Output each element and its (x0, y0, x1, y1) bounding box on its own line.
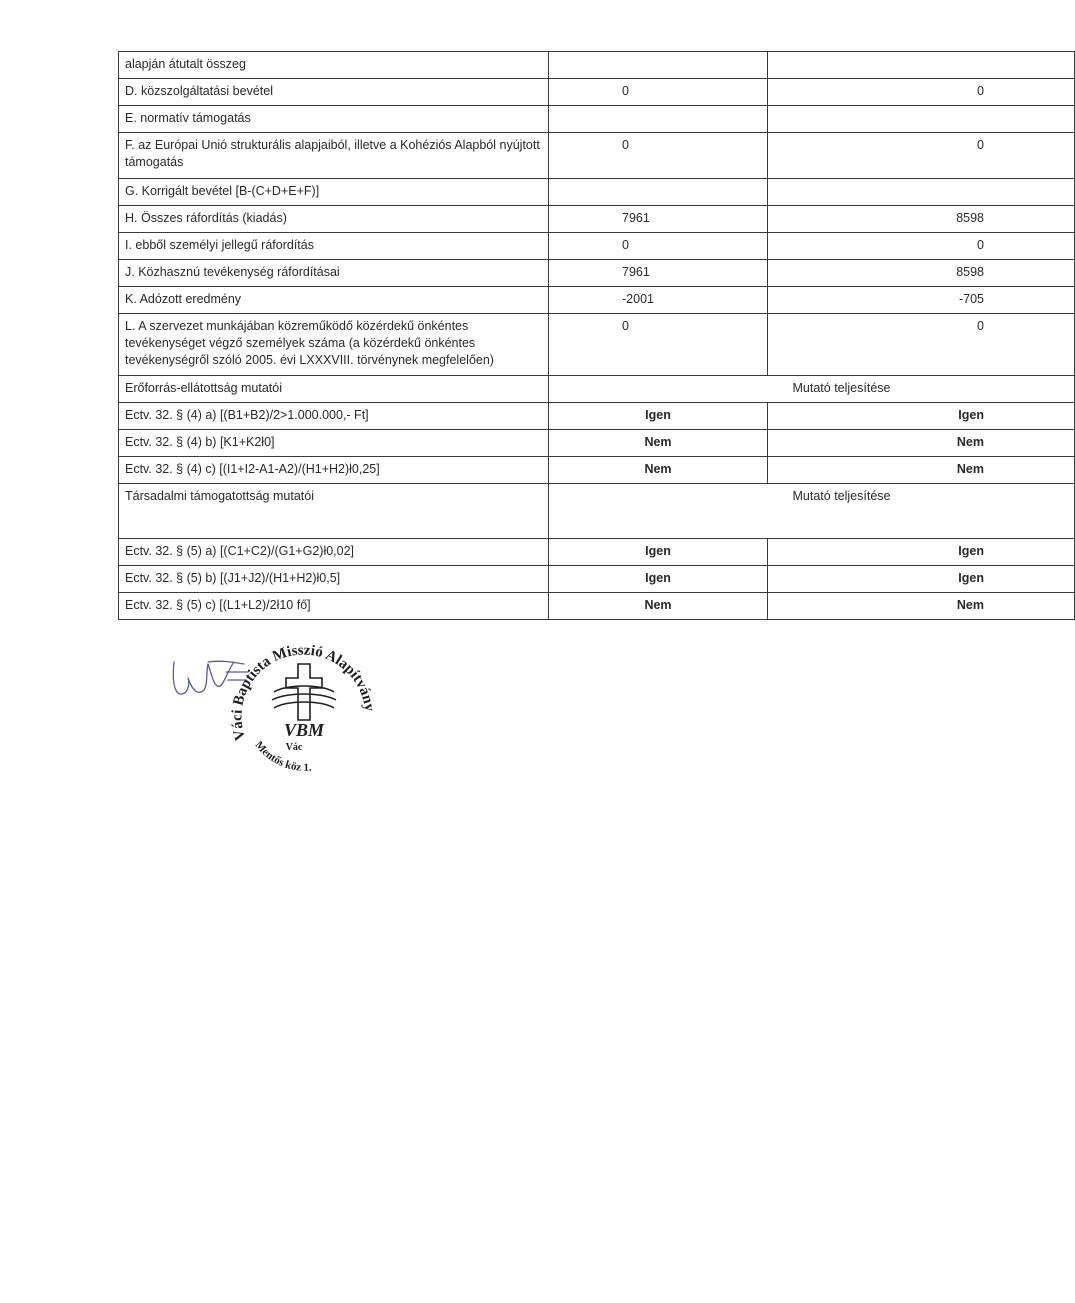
section-column-header-text: Mutató teljesítése (792, 381, 891, 395)
table-row (119, 52, 1075, 79)
row-label: Ectv. 32. § (5) b) [(J1+J2)/(H1+H2)ł0,5] (119, 566, 549, 593)
value-year-2 (768, 52, 1075, 79)
value-year-2: Igen (768, 566, 1075, 593)
table-row (119, 430, 1075, 457)
row-label: Ectv. 32. § (4) a) [(B1+B2)/2>1.000.000,- Ft] (119, 403, 549, 430)
row-label: D. közszolgáltatási bevétel (119, 79, 549, 106)
row-label: J. Közhasznú tevékenység ráfordításai (119, 260, 549, 287)
table-row (119, 457, 1075, 484)
value-year-2: Nem (768, 430, 1075, 457)
table-row (119, 79, 1075, 106)
value-year-1: 0 (549, 233, 768, 260)
value-year-1: 7961 (549, 206, 768, 233)
value-year-1 (549, 106, 768, 133)
row-label: L. A szervezet munkájában közreműködő közérdekű önkéntes tevékenységet végző személyek száma (a közérdekű önkéntes tevékenységről szóló 2005. évi LXXXVIII. törvénynek megfelelően) (119, 314, 549, 376)
row-label: F. az Európai Unió strukturális alapjaiból, illetve a Kohéziós Alapból nyújtott támogatás (119, 133, 549, 179)
row-label: Ectv. 32. § (5) a) [(C1+C2)/(G1+G2)ł0,02] (119, 539, 549, 566)
value-year-2: -705 (768, 287, 1075, 314)
value-year-2: 0 (768, 79, 1075, 106)
value-year-2: Nem (768, 457, 1075, 484)
section-title: Társadalmi támogatottság mutatói (119, 484, 549, 539)
row-label: I. ebből személyi jellegű ráfordítás (119, 233, 549, 260)
value-year-2 (768, 106, 1075, 133)
value-year-1 (549, 179, 768, 206)
table-row (119, 403, 1075, 430)
row-label: alapján átutalt összeg (119, 52, 549, 79)
table-row (119, 206, 1075, 233)
table-row (119, 260, 1075, 287)
value-year-1: Igen (549, 403, 768, 430)
table-row (119, 314, 1075, 376)
organization-stamp (222, 628, 386, 776)
value-year-1: 0 (549, 314, 768, 376)
row-label: K. Adózott eredmény (119, 287, 549, 314)
table-row (119, 287, 1075, 314)
row-label: Ectv. 32. § (4) c) [(I1+I2-A1-A2)/(H1+H2)ł0,25] (119, 457, 549, 484)
row-label: E. normatív támogatás (119, 106, 549, 133)
section-header-resource (119, 376, 1075, 403)
stamp-city: Vác (285, 742, 303, 753)
value-year-1: 0 (549, 133, 768, 179)
value-year-1: 0 (549, 79, 768, 106)
table-row (119, 233, 1075, 260)
section-column-header-text: Mutató teljesítése (792, 489, 891, 503)
row-label: Ectv. 32. § (4) b) [K1+K2ł0] (119, 430, 549, 457)
value-year-2: Igen (768, 403, 1075, 430)
table-row (119, 539, 1075, 566)
value-year-1: -2001 (549, 287, 768, 314)
value-year-2: 0 (768, 314, 1075, 376)
value-year-2: 8598 (768, 260, 1075, 287)
financial-table (118, 51, 1075, 620)
table-row (119, 179, 1075, 206)
stamp-monogram: VBM (283, 720, 325, 740)
table-row (119, 593, 1075, 620)
value-year-2: 0 (768, 133, 1075, 179)
section-column-header (549, 376, 1075, 403)
table-row (119, 133, 1075, 179)
value-year-1: Igen (549, 566, 768, 593)
table-row (119, 106, 1075, 133)
value-year-1: Nem (549, 457, 768, 484)
value-year-2: 8598 (768, 206, 1075, 233)
row-label: G. Korrigált bevétel [B-(C+D+E+F)] (119, 179, 549, 206)
value-year-1: Nem (549, 430, 768, 457)
value-year-1: Nem (549, 593, 768, 620)
section-title: Erőforrás-ellátottság mutatói (119, 376, 549, 403)
section-column-header (549, 484, 1075, 539)
stamp-street-text: Mentős köz 1. (252, 739, 312, 774)
value-year-1 (549, 52, 768, 79)
row-label: H. Összes ráfordítás (kiadás) (119, 206, 549, 233)
cross-icon (272, 664, 336, 720)
section-header-support (119, 484, 1075, 539)
value-year-2: Nem (768, 593, 1075, 620)
table-row (119, 566, 1075, 593)
stamp-ring-text: Váci Baptista Misszió Alapítvány (229, 642, 378, 743)
value-year-1: 7961 (549, 260, 768, 287)
value-year-2 (768, 179, 1075, 206)
value-year-2: 0 (768, 233, 1075, 260)
value-year-1: Igen (549, 539, 768, 566)
value-year-2: Igen (768, 539, 1075, 566)
row-label: Ectv. 32. § (5) c) [(L1+L2)/2ł10 fő] (119, 593, 549, 620)
